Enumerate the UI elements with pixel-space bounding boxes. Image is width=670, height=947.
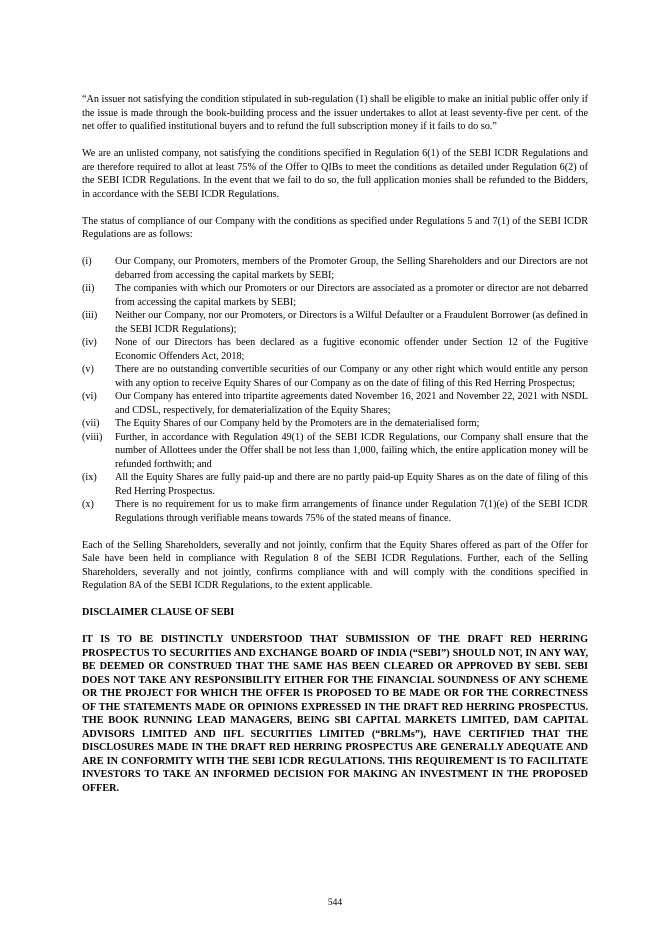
list-item-text: Neither our Company, nor our Promoters, or Directors is a Wilful Defaulter or a Fraudulent Borrower (as defined in the SEBI ICDR Regulations);	[115, 310, 588, 335]
list-item	[82, 309, 588, 336]
list-item-number: (vii)	[82, 418, 100, 429]
list-item-text: Further, in accordance with Regulation 49(1) of the SEBI ICDR Regulations, our Company shall ensure that the number of Allottees under the Offer shall be not less than 1,000, failing which, the entire application money will be refunded forthwith; and	[115, 431, 588, 470]
list-item	[82, 336, 588, 363]
page-number: 544	[327, 898, 343, 908]
list-item-number: (viii)	[82, 431, 103, 443]
compliance-list	[82, 255, 588, 525]
list-item-number: (v)	[82, 364, 94, 375]
list-item	[82, 431, 588, 472]
list-item	[82, 471, 588, 498]
list-item	[82, 282, 588, 309]
list-item	[82, 390, 588, 417]
list-item-number: (iv)	[82, 337, 97, 348]
list-item-text: Our Company has entered into tripartite agreements dated November 16, 2021 and November 22, 2021 with NSDL and CDSL, respectively, for dematerialization of the Equity Shares;	[115, 391, 588, 416]
section-heading: DISCLAIMER CLAUSE OF SEBI	[82, 607, 235, 618]
list-item-number: (vi)	[82, 391, 97, 402]
list-item-text: None of our Directors has been declared as a fugitive economic offender under Section 12 of the Fugitive Economic Offenders Act, 2018;	[115, 337, 588, 362]
list-item-text: The Equity Shares of our Company held by the Promoters are in the dematerialised form;	[115, 418, 480, 429]
list-item-number: (iii)	[82, 310, 98, 321]
list-item-text: All the Equity Shares are fully paid-up and there are no partly paid-up Equity Shares as on the date of filing of this Red Herring Prospectus.	[115, 472, 588, 497]
compliance-status-paragraph: The status of compliance of our Company with the conditions as specified under Regulations 5 and 7(1) of the SEBI ICDR Regulations are as follows:	[82, 215, 588, 240]
page-content	[82, 93, 588, 795]
list-item-text: There are no outstanding convertible securities of our Company or any other right which would entitle any person with any option to receive Equity Shares of our Company as on the date of filing of this Red Herring Prospectus;	[115, 364, 588, 389]
list-item-number: (x)	[82, 499, 94, 510]
quoted-regulation: “An issuer not satisfying the condition stipulated in sub-regulation (1) shall be eligible to make an initial public offer only if the issue is made through the book-building process and the issuer undertakes to allot at least seventy-five per cent. of the net offer to qualified institutional buyers and to refund the full subscription money if it fails to do so.”	[82, 94, 588, 132]
unlisted-company-paragraph: We are an unlisted company, not satisfying the conditions specified in Regulation 6(1) of the SEBI ICDR Regulations and are therefore required to allot at least 75% of the Offer to QIBs to meet the conditions as detailed under Regulation 6(2) of the SEBI ICDR Regulations. In the event that we fail to do so, the full application monies shall be refunded to the Bidders, in accordance with the SEBI ICDR Regulations.	[82, 148, 588, 200]
list-item-number: (i)	[82, 256, 92, 267]
selling-shareholders-paragraph: Each of the Selling Shareholders, severally and not jointly, confirm that the Equity Shares offered as part of the Offer for Sale have been held in compliance with Regulation 8 of the SEBI ICDR Regulations. Further, each of the Selling Shareholders, severally and not jointly, confirms compliance with and will comply with the conditions specified in Regulation 8A of the SEBI ICDR Regulations, to the extent applicable.	[82, 539, 588, 591]
list-item-text: There is no requirement for us to make firm arrangements of finance under Regulation 7(1)(e) of the SEBI ICDR Regulations through verifiable means towards 75% of the stated means of finance.	[115, 499, 588, 524]
list-item	[82, 363, 588, 390]
list-item	[82, 417, 588, 431]
list-item-text: Our Company, our Promoters, members of the Promoter Group, the Selling Shareholders and our Directors are not debarred from accessing the capital markets by SEBI;	[115, 256, 588, 281]
list-item-number: (ix)	[82, 472, 97, 483]
list-item	[82, 255, 588, 282]
list-item-number: (ii)	[82, 283, 95, 294]
list-item	[82, 498, 588, 525]
disclaimer-paragraph: IT IS TO BE DISTINCTLY UNDERSTOOD THAT SUBMISSION OF THE DRAFT RED HERRING PROSPECTUS TO SECURITIES AND EXCHANGE BOARD OF INDIA (“SEBI”) SHOULD NOT, IN ANY WAY, BE DEEMED OR CONSTRUED THAT THE SAME HAS BEEN CLEARED OR APPROVED BY SEBI. SEBI DOES NOT TAKE ANY RESPONSIBILITY EITHER FOR THE FINANCIAL SOUNDNESS OF ANY SCHEME OR THE PROJECT FOR WHICH THE OFFER IS PROPOSED TO BE MADE OR FOR THE CORRECTNESS OF THE STATEMENTS MADE OR OPINIONS EXPRESSED IN THE DRAFT RED HERRING PROSPECTUS. THE BOOK RUNNING LEAD MANAGERS, BEING SBI CAPITAL MARKETS LIMITED, DAM CAPITAL ADVISORS LIMITED AND IIFL SECURITIES LIMITED (“BRLMs”), HAVE CERTIFIED THAT THE DISCLOSURES MADE IN THE DRAFT RED HERRING PROSPECTUS ARE GENERALLY ADEQUATE AND ARE IN CONFORMITY WITH THE SEBI ICDR REGULATIONS. THIS REQUIREMENT IS TO FACILITATE INVESTORS TO TAKE AN INFORMED DECISION FOR MAKING AN INVESTMENT IN THE PROPOSED OFFER.	[82, 634, 588, 794]
list-item-text: The companies with which our Promoters or our Directors are associated as a promoter or director are not debarred from accessing the capital markets by SEBI;	[115, 283, 588, 308]
